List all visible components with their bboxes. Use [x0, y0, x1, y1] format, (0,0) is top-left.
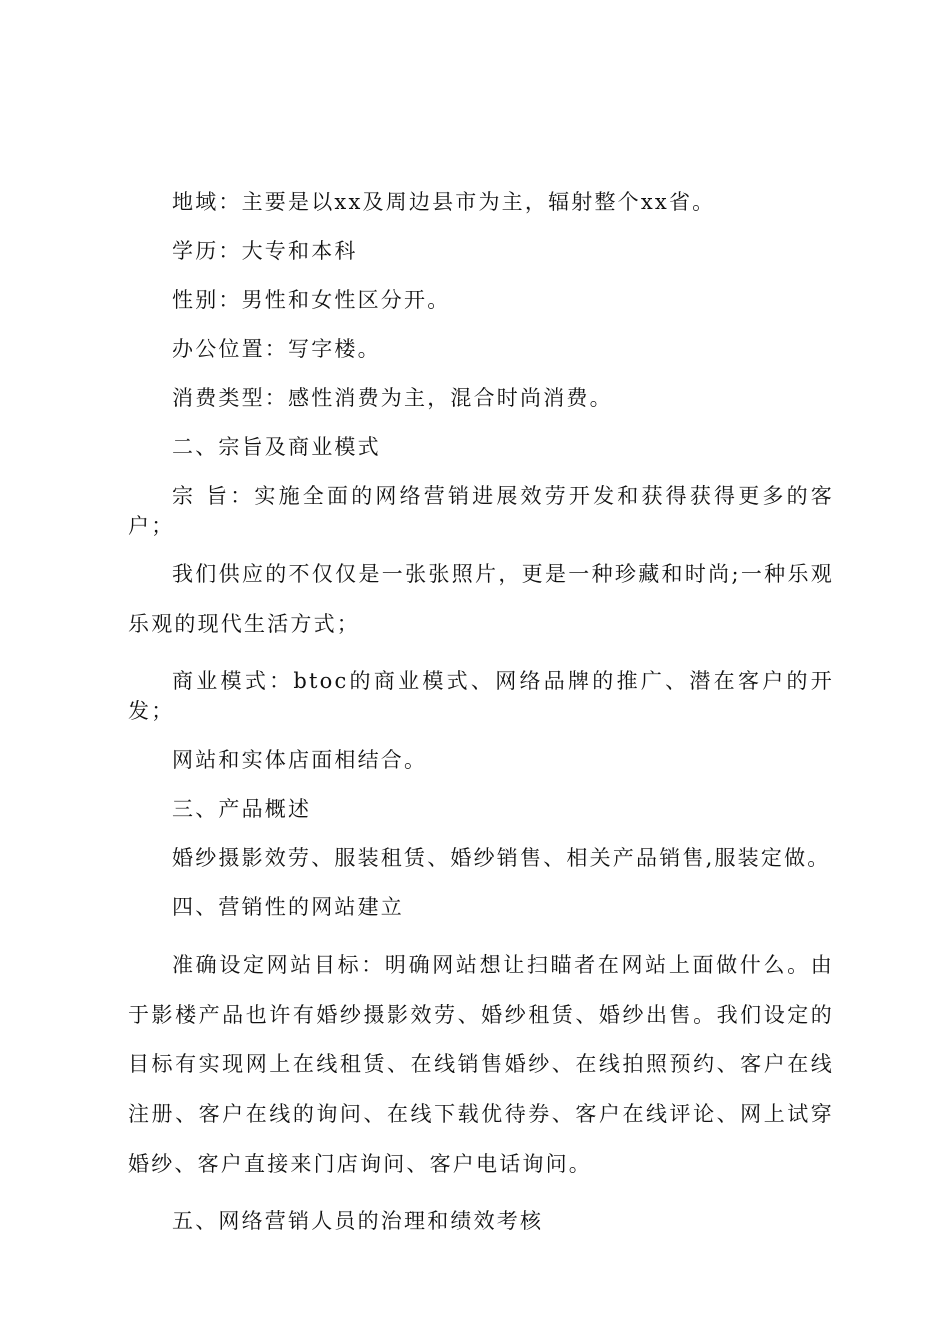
- paragraph-online-offline: 网站和实体店面相结合。: [172, 748, 428, 773]
- heading-section-3: 三、产品概述: [172, 797, 312, 822]
- heading-section-2: 二、宗旨及商业模式: [172, 435, 381, 459]
- paragraph-business-model: 商业模式：btoc的商业模式、网络品牌的推广、潜在客户的开发；: [128, 669, 834, 724]
- paragraph-consumption-type: 消费类型：感性消费为主，混合时尚消费。: [172, 386, 613, 410]
- paragraph-offering: 我们供应的不仅仅是一张张照片，更是一种珍藏和时尚;一种乐观乐观的现代生活方式；: [128, 562, 834, 636]
- heading-section-4: 四、营销性的网站建立: [172, 895, 404, 920]
- paragraph-gender: 性别：男性和女性区分开。: [172, 288, 451, 312]
- document-body: [128, 187, 834, 1255]
- paragraph-products: 婚纱摄影效劳、服装租赁、婚纱销售、相关产品销售,服装定做。: [172, 846, 831, 871]
- paragraph-office: 办公位置：写字楼。: [172, 337, 381, 361]
- paragraph-region: 地域：主要是以xx及周边县市为主，辐射整个xx省。: [172, 190, 716, 214]
- paragraph-website-goals: 准确设定网站目标：明确网站想让扫瞄者在网站上面做什么。由于影楼产品也许有婚纱摄影效劳、婚纱租赁、婚纱出售。我们设定的目标有实现网上在线租赁、在线销售婚纱、在线拍照预约、客户在线注册、客户在线的询问、在线下载优待券、客户在线评论、网上试穿婚纱、客户直接来门店询问、客户电话询问。: [128, 953, 834, 1176]
- paragraph-purpose: 宗 旨：实施全面的网络营销进展效劳开发和获得获得更多的客户；: [128, 484, 834, 538]
- paragraph-education: 学历：大专和本科: [172, 239, 358, 263]
- heading-section-5: 五、网络营销人员的治理和绩效考核: [172, 1209, 544, 1234]
